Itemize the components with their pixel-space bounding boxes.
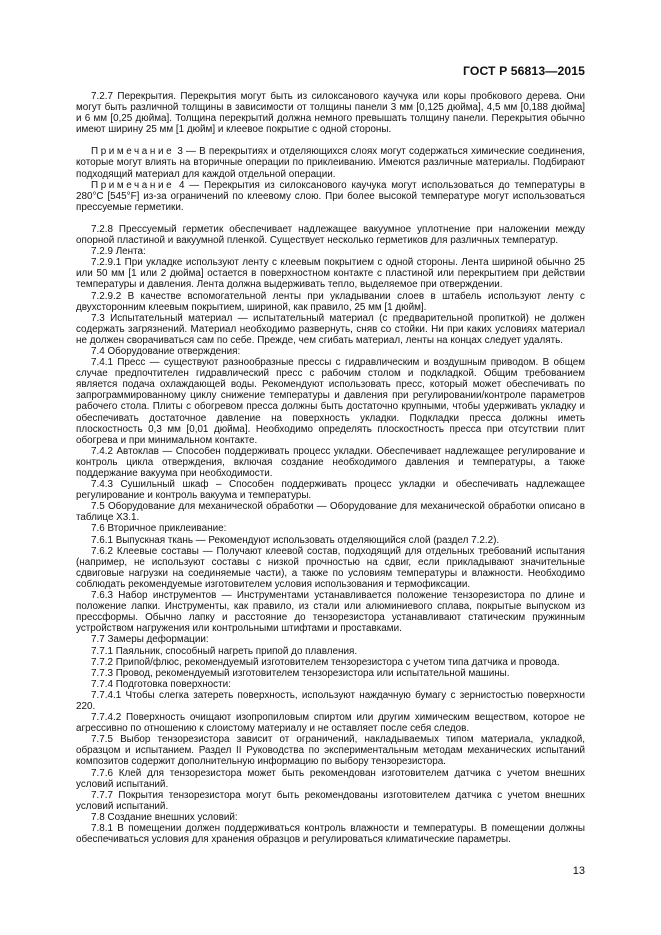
note-4 bbox=[76, 180, 585, 213]
paragraph-7-6-2: 7.6.2 Клеевые составы — Получают клеевой состав, подходящий для отдельных требований испытания (например, не используют составы с низкой прочностью на сдвиг, если прикладывают значительные сдвиговые нагрузки на соединяемые части), а также по условиям температуры и влажности. Необходимо соблюдать рекомендуемые изготовителем условия использования и термофиксации. bbox=[76, 545, 585, 590]
paragraph-7-7-3: 7.7.3 Провод, рекомендуемый изготовителем тензорезистора или испытательной машины. bbox=[91, 667, 510, 679]
paragraph-7-8-1: 7.8.1 В помещении должен поддерживаться контроль влажности и температуры. В помещении должны обеспечиваться условия для хранения образцов и регулироваться климатические параметры. bbox=[76, 823, 585, 846]
paragraph-7-2-9: 7.2.9 Лента: bbox=[91, 246, 146, 258]
paragraph-7-6: 7.6 Вторичное приклеивание: bbox=[91, 523, 227, 535]
document-body bbox=[76, 91, 585, 845]
paragraph-7-2-9-1: 7.2.9.1 При укладке используют ленту с клеевым покрытием с одной стороны. Лента шириной обычно 25 или 50 мм [1 или 2 дюйма] остается в поверхностном контакте с пластиной или перекрытием при действии температуры и давления. Лента должна выдерживать тепло, выделяемое при отверждении. bbox=[76, 257, 585, 291]
paragraph-7-7: 7.7 Замеры деформации: bbox=[91, 634, 209, 646]
paragraph-7-4-3: 7.4.3 Сушильный шкаф – Способен поддерживать процесс укладки и обеспечивать надлежащее регулирование и контроль вакуума и температуры. bbox=[76, 479, 585, 502]
paragraph-7-7-4-1: 7.7.4.1 Чтобы слегка затереть поверхность, используют наждачную бумагу с зернистостью поверхности 220. bbox=[76, 689, 585, 712]
document-header: ГОСТ Р 56813—2015 bbox=[463, 64, 585, 78]
paragraph-7-7-5: 7.7.5 Выбор тензорезистора зависит от ограничений, накладываемых типом материала, укладкой, образцом и испытанием. Раздел II Руководства по экспериментальным методам механических испытаний композитов содержит дополнительную информацию по выбору тензорезистора. bbox=[76, 734, 585, 768]
paragraph-7-7-2: 7.7.2 Припой/флюс, рекомендуемый изготовителем тензорезистора с учетом типа датчика и провода. bbox=[91, 656, 560, 668]
paragraph-7-7-6: 7.7.6 Клей для тензорезистора может быть рекомендован изготовителем датчика с учетом внешних условий испытаний. bbox=[76, 767, 585, 790]
paragraph-7-6-3: 7.6.3 Набор инструментов — Инструментами устанавливается положение тензорезистора по длине и положение лапки. Инструменты, как правило, из стали или алюминиевого сплава, покрытые выпуском из прессформы. Обычно лапку и расстояние до тензорезистора устанавливают статическим пружинным устройством нагружения или контрольными штифтами и проставками. bbox=[76, 590, 585, 635]
note-label: Примечание bbox=[91, 146, 175, 158]
paragraph-7-5: 7.5 Оборудование для механической обработки — Оборудование для механической обработки описано в таблице Х3.1. bbox=[76, 501, 585, 524]
paragraph-7-4: 7.4 Оборудование отверждения: bbox=[91, 345, 241, 357]
paragraph-7-7-4-2: 7.7.4.2 Поверхность очищают изопропиловым спиртом или другим химическим веществом, которое не агрессивно по отношению к слоистому материалу и не оставляет после себя следов. bbox=[76, 712, 585, 735]
paragraph-7-2-8: 7.2.8 Прессуемый герметик обеспечивает надлежащее вакуумное уплотнение при наложении между опорной пластиной и вакуумной пленкой. Существует несколько герметиков для различных температур. bbox=[76, 223, 585, 247]
page-number: 13 bbox=[572, 865, 585, 877]
note-3 bbox=[76, 146, 585, 179]
paragraph-7-6-1: 7.6.1 Выпускная ткань — Рекомендуют использовать отделяющийся слой (раздел 7.2.2). bbox=[91, 534, 500, 546]
paragraph-7-7-4: 7.7.4 Подготовка поверхности: bbox=[91, 678, 231, 690]
paragraph-7-7-1: 7.7.1 Паяльник, способный нагреть припой до плавления. bbox=[91, 645, 358, 657]
paragraph-7-7-7: 7.7.7 Покрытия тензорезистора могут быть рекомендованы изготовителем датчика с учетом внешних условий испытаний. bbox=[76, 789, 585, 812]
note-label: Примечание bbox=[91, 179, 175, 191]
note-text: 4 — Перекрытия из силоксанового каучука могут использоваться до температуры в 280°С [545°F] из-за ограничений по клеевому слою. При более высокой температуре могут использоваться прессуемые герметики. bbox=[76, 179, 585, 213]
note-text: 3 — В перекрытиях и отделяющихся слоях могут содержаться химические соединения, которые могут влиять на вторичные операции по приклеиванию. Имеются различные материалы. Подбирают подходящий материал для каждой отдельной операции. bbox=[76, 146, 585, 180]
paragraph-7-8: 7.8 Создание внешних условий: bbox=[91, 811, 238, 823]
paragraph-7-4-1: 7.4.1 Пресс — существуют разнообразные прессы с гидравлическим и воздушным приводом. В общем случае предпочтителен гидравлический пресс с рабочим столом и подкладкой. Общим требованием является подача охлаждающей воды. Рекомендуют использовать пресс, который может обеспечивать по запрограммированному циклу снижение температуры и давления при регулировании/контроле параметров рабочего стола. Плиты с обогревом пресса должны быть достаточно крупными, чтобы удерживать укладку и обеспечивать достаточное давление на поверхность укладки. Подкладки пресса должны иметь плоскостность 0,3 мм [0,01 дюйма]. Необходимо определять плоскостность пресса при отсутствии плит обогрева и при минимальном контакте. bbox=[76, 357, 585, 446]
paragraph-7-2-7: 7.2.7 Перекрытия. Перекрытия могут быть из силоксанового каучука или коры пробкового дерева. Они могут быть различной толщины в зависимости от толщины панели 3 мм [0,125 дюйма], 4,5 мм [0,188 дюйма] и 6 мм [0,25 дюйма]. Толщина перекрытий должна немного превышать толщину панели. Перекрытия обычно имеют ширину 25 мм [1 дюйм] и клеевое покрытие с одной стороны. bbox=[76, 91, 585, 136]
paragraph-7-4-2: 7.4.2 Автоклав — Способен поддерживать процесс укладки. Обеспечивает надлежащее регулирование и контроль цикла отверждения, включая создание необходимого давления и температуры, а также поддержание вакуума при необходимости. bbox=[76, 445, 585, 479]
paragraph-7-2-9-2: 7.2.9.2 В качестве вспомогательной ленты при укладывании слоев в штабель используют ленту с двухсторонним клеевым покрытием, шириной, как правило, 25 мм [1 дюйм]. bbox=[76, 290, 585, 313]
paragraph-7-3: 7.3 Испытательный материал — испытательный материал (с предварительной пропиткой) не должен содержать загрязнений. Материал необходимо развернуть, сняв со стойки. Ни при каких условиях материал не должен сворачиваться сам по себе. Прежде, чем сгибать материал, ленты на концах следует удалять. bbox=[76, 312, 585, 346]
